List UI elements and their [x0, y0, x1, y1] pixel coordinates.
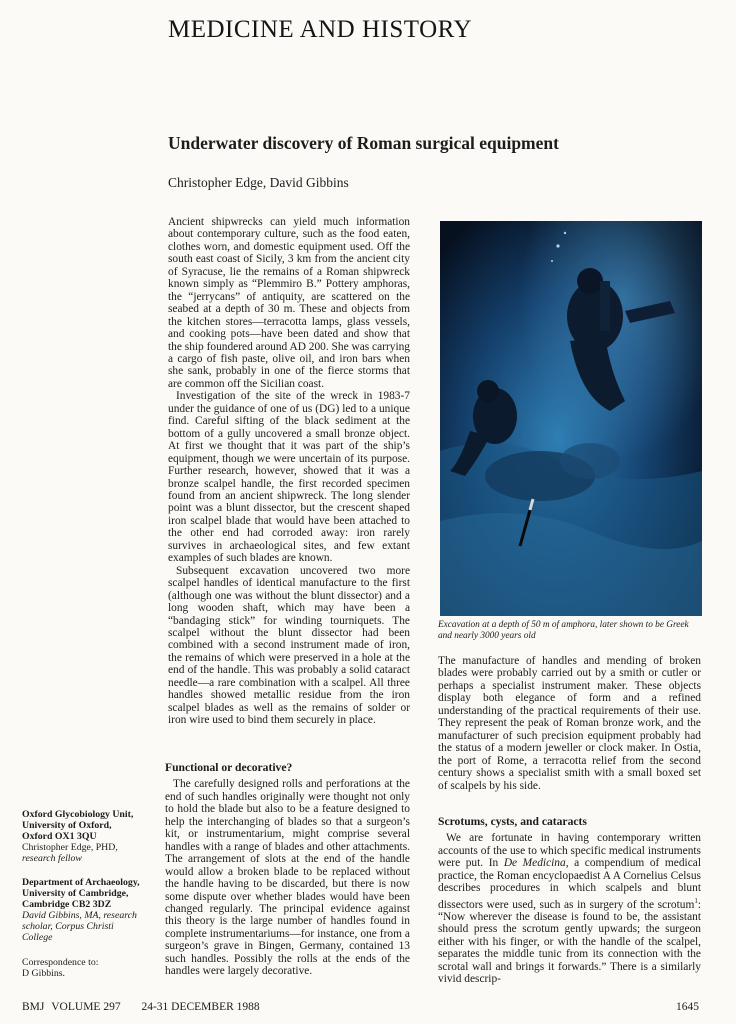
celsus-text-a: We are fortunate in having contemporary written accounts of the use to which specific medical instruments were put. In [438, 832, 701, 870]
article-title: Underwater discovery of Roman surgical equipment [168, 133, 559, 153]
correspondence-name: D Gibbins. [22, 967, 66, 979]
affiliation-oxford-role: research fellow [22, 852, 82, 864]
subheading-scrotums: Scrotums, cysts, and cataracts [438, 815, 587, 828]
section-heading: MEDICINE AND HISTORY [168, 16, 472, 43]
footer-volume: VOLUME 297 [51, 1001, 121, 1013]
affiliation-cambridge-person: David Gibbins, MA, research scholar, Corpus Christi College [22, 909, 137, 943]
affiliation-oxford [22, 810, 140, 865]
affiliation-cambridge-name: Department of Archaeology, University of Cambridge, Cambridge CB2 3DZ [22, 877, 140, 910]
affiliation-oxford-person: Christopher Edge, PHD, [22, 841, 118, 853]
figure-caption: Excavation at a depth of 50 m of amphora, later shown to be Greek and nearly 3000 years old [438, 620, 689, 641]
affiliation-cambridge [22, 878, 140, 943]
paragraph-functional: The carefully designed rolls and perforations at the end of such handles originally were thought not only to hold the blade but also to be a feature designed to help the interchanging of blades so that a surgeon’s kit, or instrumentarium, might comprise several handles with a range of blades and other attachments. The arrangement of slots at the end of the handle would allow a broken blade to be replaced without the handle having to be discarded, but there is now some dispute over whether blades would have been changed regularly. The principal evidence against this theory is the large number of handles found in complete instrumentariums—for instance, one from a surgeon’s grave in Bingen, Germany, contained 13 such handles. Possibly the rolls at the ends of the handles were largely decorative. [165, 778, 410, 978]
body-column-left-lower [165, 762, 410, 978]
paragraph-investigation: Investigation of the site of the wreck in 1983-7 under the guidance of one of us (DG) led to a unique find. Careful sifting of the black sediment at the bottom of a gully uncovered a small bronze object. At first we thought that it was part of the ship’s equipment, though we were uncertain of its purpose. Further research, however, showed that it was a bronze scalpel handle, the first recorded specimen found from an ancient shipwreck. The long slender point was a blunt dissector, but the crescent shaped iron scalpel blade that would have been attached to the other end had corroded away: iron rarely survives in archaeological sites, and few extant examples of such blades are known. [168, 390, 410, 565]
de-medicina-title: De Medicina [503, 857, 566, 870]
body-column-left [168, 216, 410, 727]
subheading-functional: Functional or decorative? [165, 761, 293, 774]
reference-marker: 1 [694, 896, 698, 905]
footer-journal: BMJ [22, 1001, 45, 1013]
affiliation-oxford-name: Oxford Glycobiology Unit, University of Oxford, Oxford OX1 3QU [22, 809, 134, 842]
paragraph-manufacture: The manufacture of handles and mending of broken blades were probably carried out by a smith or cutler or perhaps a specialist instrument maker. These objects display both elegance of form and a refined understanding of the practical requirements of their use. They represent the peak of Roman bronze work, and the manufacturer of such precision equipment probably had the status of a modern jeweller or clock maker. In Ostia, the port of Rome, a terracotta relief from the second century shows a specialist smith with a small boxed set of scalpels by his side. [438, 655, 701, 792]
footer-journal-info [22, 1001, 260, 1013]
paragraph-intro: Ancient shipwrecks can yield much information about contemporary culture, such as the food eaten, clothes worn, and domestic equipment used. Off the south east coast of Sicily, 3 km from the ancient city of Syracuse, lie the remains of a Roman shipwreck known simply as “Plemmiro B.” Pottery amphoras, the “jerrycans” of antiquity, are scattered on the seabed at a depth of 30 m. These and objects from the kitchen stores—terracotta lamps, glass vessels, and cooking pots—have been dated and show that the ship foundered around AD 200. She was carrying a cargo of fish paste, olive oil, and iron bars when she sank, probably in one of the fierce storms that are common off the Sicilian coast. [168, 216, 410, 390]
celsus-text-b: , a compendium of medical practice, the Roman encyclopaedist A A Cornelius Celsus describes procedures in which scalpels and blunt dissectors were used, such as in surgery of the scrotum [438, 857, 701, 911]
excavation-photo [440, 221, 702, 616]
body-column-right-lower [438, 816, 701, 986]
paragraph-celsus [438, 832, 701, 985]
paragraph-excavation: Subsequent excavation uncovered two more scalpel handles of identical manufacture to the first (although one was without the blunt dissector) and a long wooden shaft, which may have been a “bandaging stick” for winding tourniquets. The scalpel without the blunt dissector had been combined with a second instrument made of iron, the remains of which were preserved in a hole at the end of the handle. This was probably a solid cataract needle—a rare combination with a scalpel. All three handles showed metallic residue from the iron scalpel blades as well as the remains of solder or iron wire used to bind them securely in place. [168, 564, 410, 727]
footer-date: 24-31 DECEMBER 1988 [141, 1001, 260, 1013]
correspondence [22, 958, 140, 980]
body-column-right-upper [438, 655, 701, 792]
article-authors: Christopher Edge, David Gibbins [168, 175, 349, 190]
page-number: 1645 [676, 1001, 699, 1013]
correspondence-label: Correspondence to: [22, 957, 99, 968]
underwater-diver-image [440, 221, 702, 616]
celsus-text-c: : “Now wherever the disease is found to be, the assistant should press the scrotum gently upwards; the surgeon either with his finger, or with the handle of the scalpel, separates the middle tunic from its connection with the scrotal wall and brings it forwards.” There is a similarly vivid descrip- [438, 898, 701, 986]
